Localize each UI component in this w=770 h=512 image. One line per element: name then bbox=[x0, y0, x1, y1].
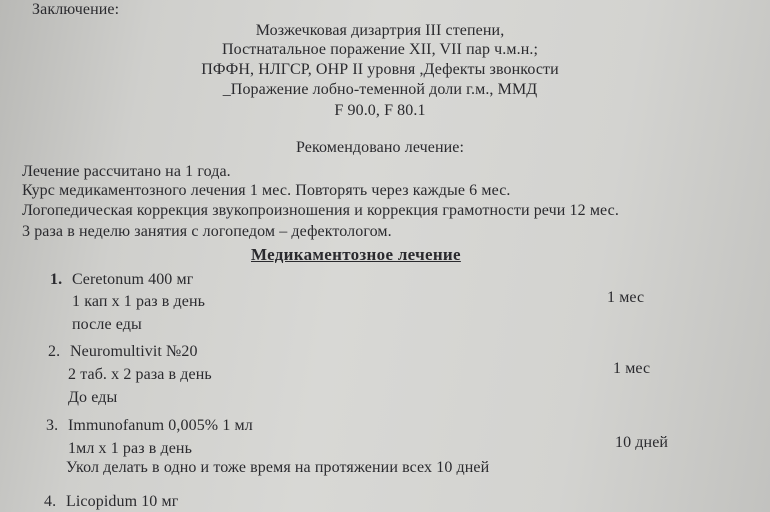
medication-4-number: 4. bbox=[44, 493, 57, 510]
diagnosis-line-1: Мозжечковая дизартрия III степени, bbox=[255, 22, 505, 39]
medication-3-number: 3. bbox=[46, 417, 59, 434]
recommendation-line-4: 3 раза в неделю занятия с логопедом – дефектологом. bbox=[22, 223, 392, 240]
medication-1-dosage: 1 кап х 1 раз в день bbox=[72, 293, 206, 310]
recommendation-line-1: Лечение рассчитано на 1 года. bbox=[22, 163, 231, 180]
medication-1-number: 1. bbox=[50, 271, 63, 288]
conclusion-label: Заключение: bbox=[32, 1, 120, 18]
recommendation-line-2: Курс медикаментозного лечения 1 мес. Повторять через каждые 6 мес. bbox=[22, 182, 511, 199]
medication-title: Медикаментозное лечение bbox=[251, 245, 461, 264]
medication-1-name-row bbox=[50, 270, 193, 290]
recommended-title: Рекомендовано лечение: bbox=[295, 139, 465, 156]
recommendation-line-3: Логопедическая коррекция звукопроизношения и коррекция грамотности речи 12 мес. bbox=[22, 202, 619, 219]
medication-4-name-row bbox=[44, 492, 178, 512]
medication-3-note: Укол делать в одно и тоже время на протяжении всех 10 дней bbox=[66, 459, 490, 476]
medication-2-name-row bbox=[48, 342, 198, 362]
medication-2-note: До еды bbox=[68, 389, 118, 406]
medication-3-duration: 10 дней bbox=[615, 434, 669, 451]
medication-4-name: Licopidum 10 мг bbox=[66, 493, 179, 510]
medication-2-number: 2. bbox=[48, 343, 61, 360]
diagnosis-line-4: _Поражение лобно-теменной доли г.м., ММД bbox=[222, 81, 538, 98]
medication-2-name: Neuromultivit №20 bbox=[70, 343, 198, 360]
medication-2-duration: 1 мес bbox=[613, 360, 651, 377]
medication-1-duration: 1 мес bbox=[607, 289, 645, 306]
diagnosis-codes: F 90.0, F 80.1 bbox=[334, 102, 426, 119]
diagnosis-line-2: Постнатальное поражение XII, VII пар ч.м.н.; bbox=[221, 41, 539, 58]
medication-1-name: Ceretonum 400 мг bbox=[72, 271, 194, 288]
diagnosis-line-3: ПФФН, НЛГСР, ОНР II уровня ,Дефекты звонкости bbox=[201, 61, 559, 78]
medication-3-name-row bbox=[46, 416, 253, 436]
medication-3-dosage: 1мл х 1 раз в день bbox=[68, 440, 192, 457]
medication-3-name: Immunofanum 0,005% 1 мл bbox=[68, 417, 253, 434]
medication-1-note: после еды bbox=[72, 316, 142, 333]
medication-2-dosage: 2 таб. х 2 раза в день bbox=[68, 366, 212, 383]
